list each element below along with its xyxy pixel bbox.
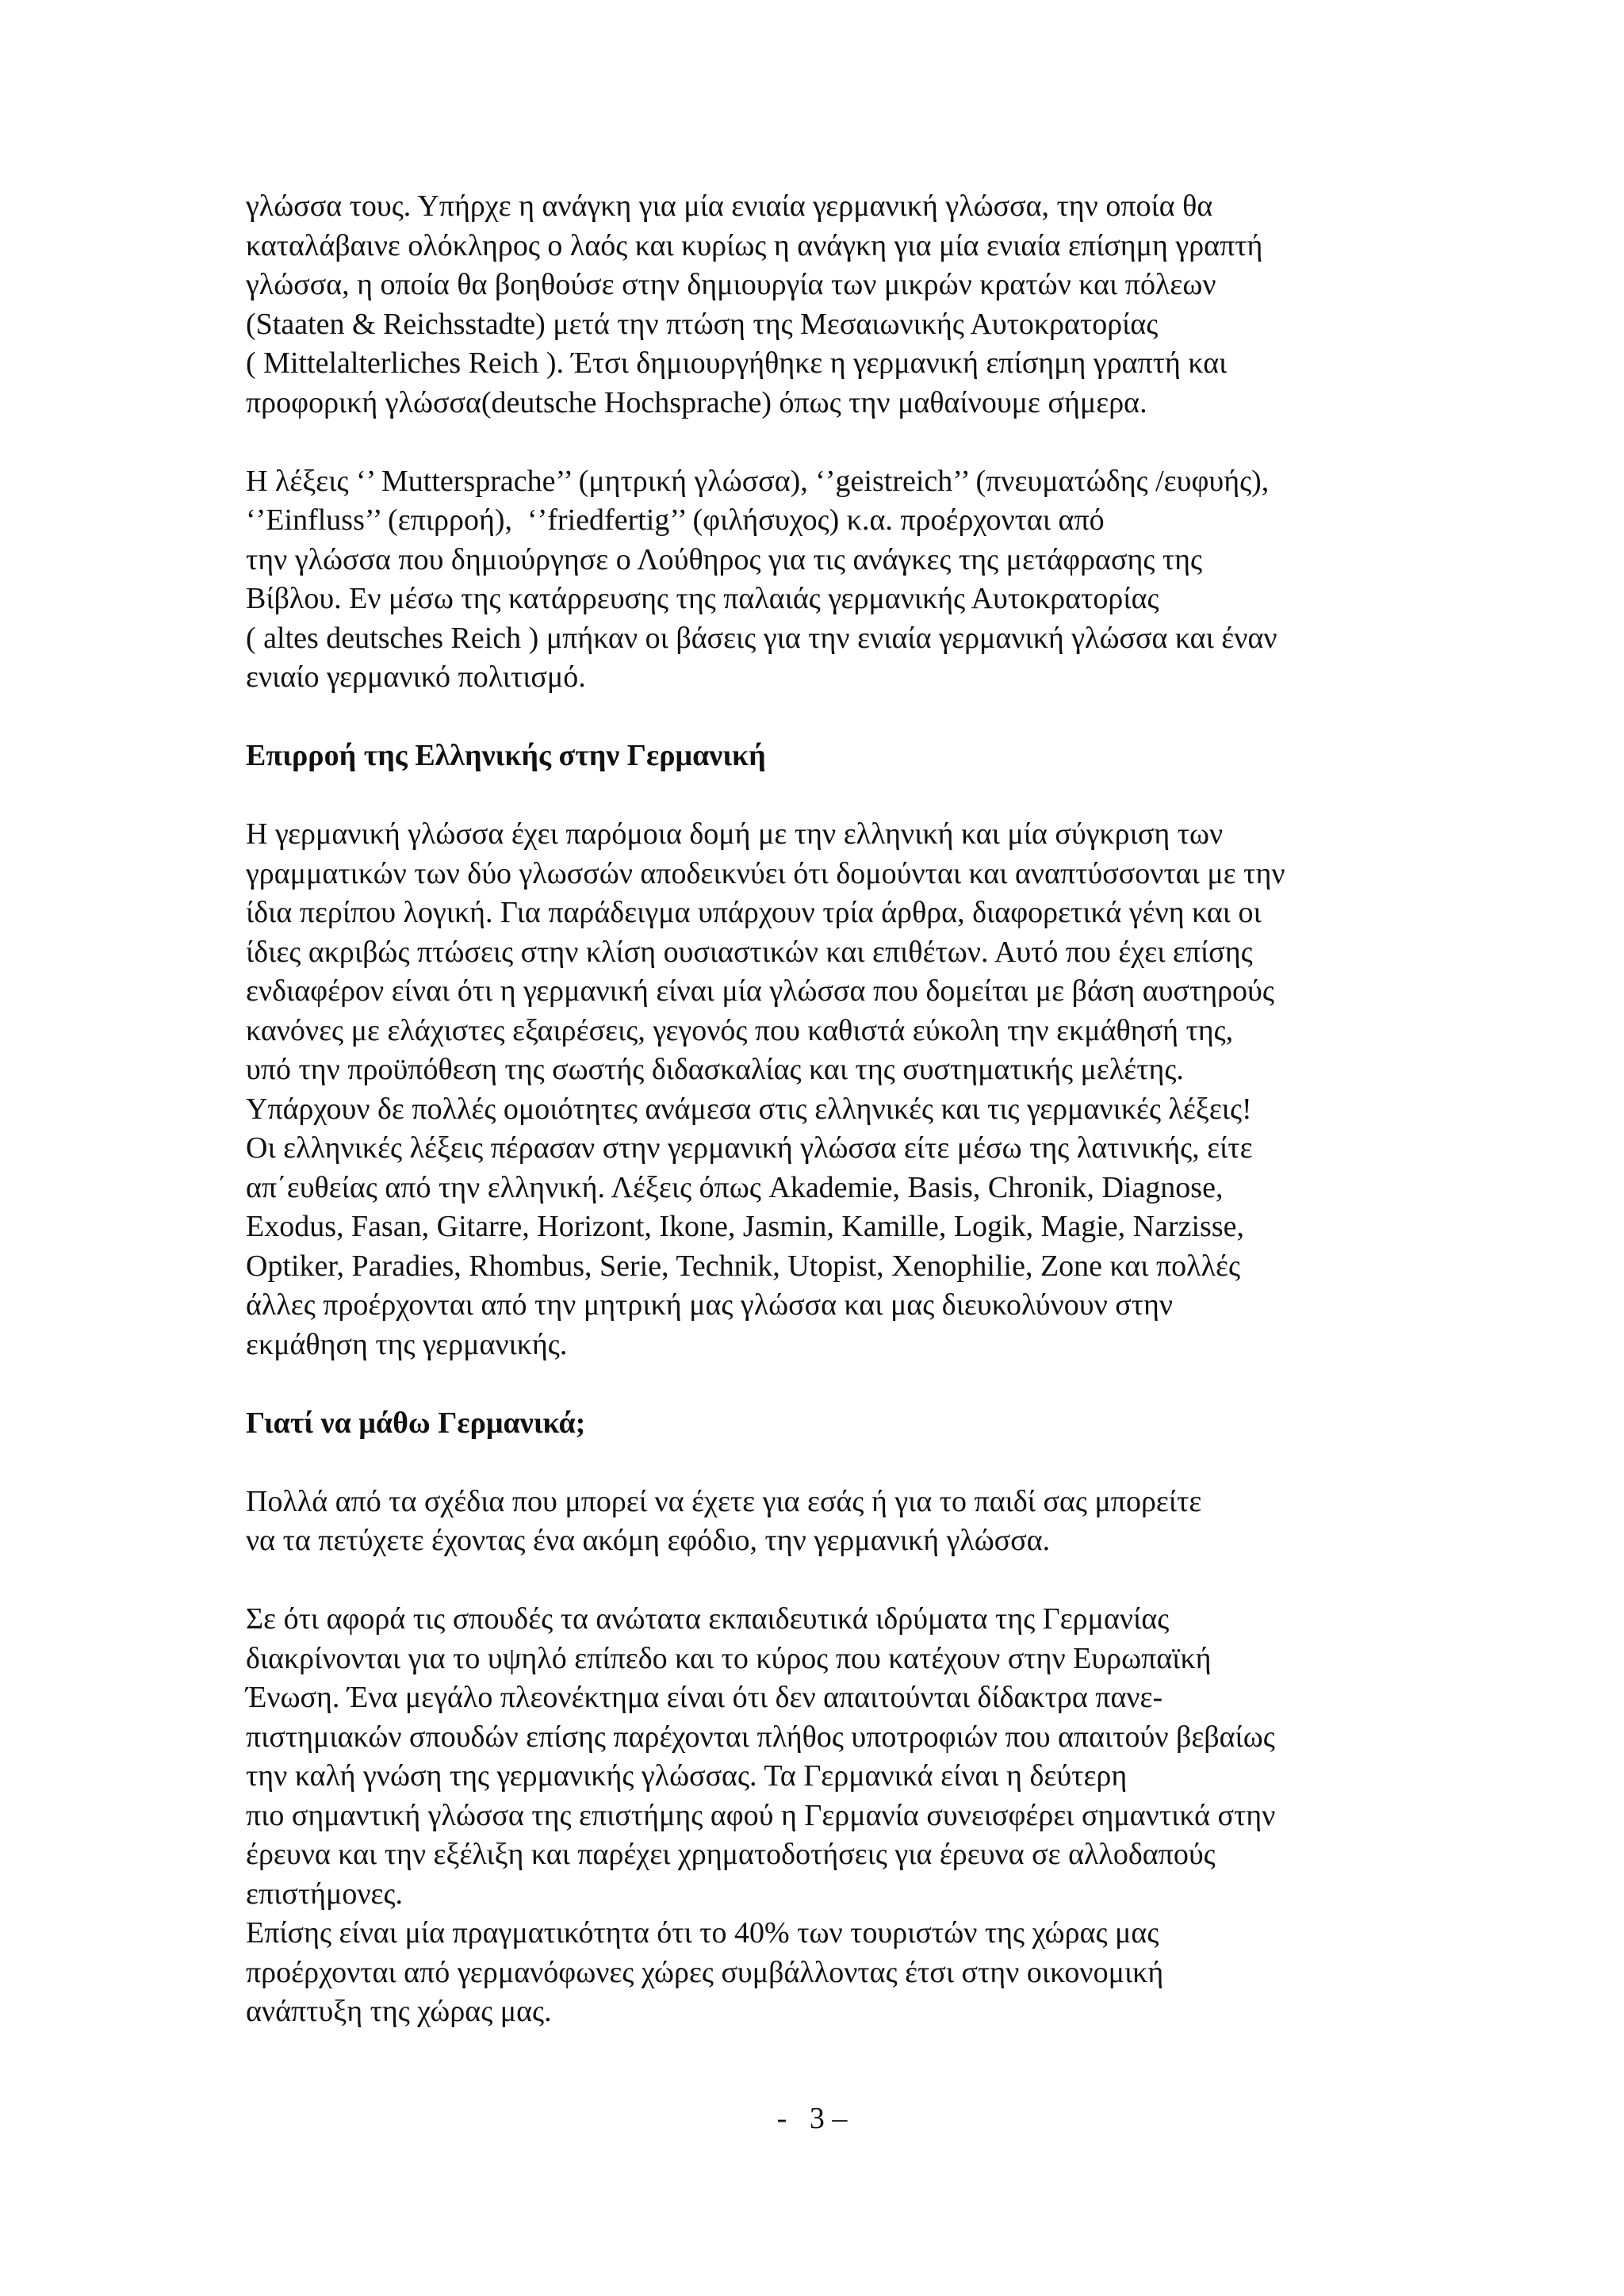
text-line: άλλες προέρχονται από την μητρική μας γλώσσα και μας διευκολύνουν στην (246, 1288, 1174, 1322)
text-line: προφορική γλώσσα(deutsche Hochsprache) όπως την μαθαίνουμε σήμερα. (246, 385, 1147, 419)
text-line: την γλώσσα που δημιούργησε ο Λούθηρος για τις ανάγκες της μετάφρασης της (246, 542, 1203, 576)
paragraph-gap (246, 423, 1427, 462)
heading-text: Επιρροή της Ελληνικής στην Γερμανική (246, 739, 766, 772)
text-line: γλώσσα, η οποία θα βοηθούσε στην δημιουργία των μικρών κρατών και πόλεων (246, 268, 1216, 301)
text-line: διακρίνονται για το υψηλό επίπεδο και το κύρος που κατέχουν στην Ευρωπαϊκή (246, 1641, 1212, 1675)
paragraph-intro-continuation (246, 187, 1427, 423)
paragraph-luther-words (246, 462, 1427, 698)
text-line: απ΄ευθείας από την ελληνική. Λέξεις όπως Akademie, Basis, Chronik, Diagnose, (246, 1170, 1224, 1204)
text-line: πιστημιακών σπουδών επίσης παρέχονται πλήθος υποτροφιών που απαιτούν βεβαίως (246, 1720, 1275, 1754)
text-line: επιστήμονες. (246, 1877, 404, 1911)
paragraph-gap (246, 1364, 1427, 1404)
text-line: Η γερμανική γλώσσα έχει παρόμοια δομή με την ελληνική και μία σύγκριση των (246, 817, 1224, 851)
text-line: καταλάβαινε ολόκληρος ο λαός και κυρίως η ανάγκη για μία ενιαία επίσημη γραπτή (246, 228, 1263, 262)
text-line: πιο σημαντική γλώσσα της επιστήμης αφού η Γερμανία συνεισφέρει σημαντικά στην (246, 1798, 1276, 1832)
paragraph-plans (246, 1483, 1427, 1561)
text-line: Exodus, Fasan, Gitarre, Horizont, Ikone, Jasmin, Kamille, Logik, Magie, Narzisse, (246, 1210, 1244, 1243)
section-heading-why-learn-german (246, 1404, 1427, 1444)
paragraph-studies-tourism (246, 1600, 1427, 2032)
text-line: Πολλά από τα σχέδια που μπορεί να έχετε για εσάς ή για το παιδί σας μπορείτε (246, 1484, 1202, 1518)
text-line: Οι ελληνικές λέξεις πέρασαν στην γερμανική γλώσσα είτε μέσω της λατινικής, είτε (246, 1131, 1253, 1165)
text-line: Optiker, Paradies, Rhombus, Serie, Technik, Utopist, Xenophilie, Zone και πολλές (246, 1249, 1241, 1283)
text-line: ανάπτυξη της χώρας μας. (246, 1995, 552, 2028)
text-line: Υπάρχουν δε πολλές ομοιότητες ανάμεσα στις ελληνικές και τις γερμανικές λέξεις! (246, 1092, 1252, 1126)
text-line: Σε ότι αφορά τις σπουδές τα ανώτατα εκπαιδευτικά ιδρύματα της Γερμανίας (246, 1602, 1170, 1636)
text-line: να τα πετύχετε έχοντας ένα ακόμη εφόδιο, την γερμανική γλώσσα. (246, 1524, 1051, 1557)
text-line: ( Mittelalterliches Reich ). Έτσι δημιουργήθηκε η γερμανική επίσημη γραπτή και (246, 346, 1228, 380)
text-line: γραμματικών των δύο γλωσσών αποδεικνύει ότι δομούνται και αναπτύσσονται με την (246, 856, 1285, 890)
text-line: ίδια περίπου λογική. Για παράδειγμα υπάρχουν τρία άρθρα, διαφορετικά γένη και οι (246, 896, 1262, 929)
paragraph-gap (246, 776, 1427, 816)
paragraph-greek-german-similarity (246, 815, 1427, 1364)
text-line: ( altes deutsches Reich ) μπήκαν οι βάσεις για την ενιαία γερμανική γλώσσα και έναν (246, 621, 1277, 655)
paragraph-gap (246, 698, 1427, 737)
page-number: - 3 – (776, 2102, 848, 2135)
heading-text: Γιατί να μάθω Γερμανικά; (246, 1406, 586, 1440)
text-line: ενιαίο γερμανικό πολιτισμό. (246, 660, 586, 694)
text-line: προέρχονται από γερμανόφωνες χώρες συμβάλλοντας έτσι στην οικονομική (246, 1955, 1164, 1989)
text-line: ‘’Einfluss’’ (επιρροή), ‘’friedfertig’’ (φιλήσυχος) κ.α. προέρχονται από (246, 503, 1105, 537)
document-body (246, 187, 1427, 2032)
text-line: υπό την προϋπόθεση της σωστής διδασκαλίας και της συστηματικής μελέτης. (246, 1053, 1184, 1086)
text-line: εκμάθηση της γερμανικής. (246, 1327, 568, 1361)
section-heading-greek-influence (246, 737, 1427, 776)
text-line: Ένωση. Ένα μεγάλο πλεονέκτημα είναι ότι δεν απαιτούνται δίδακτρα πανε- (246, 1681, 1163, 1714)
paragraph-gap (246, 1561, 1427, 1601)
text-line: έρευνα και την εξέλιξη και παρέχει χρηματοδοτήσεις για έρευνα σε αλλοδαπούς (246, 1838, 1216, 1871)
paragraph-gap (246, 1443, 1427, 1483)
text-line: κανόνες με ελάχιστες εξαιρέσεις, γεγονός που καθιστά εύκολη την εκμάθησή της, (246, 1013, 1234, 1047)
text-line: Επίσης είναι μία πραγματικότητα ότι το 40% των τουριστών της χώρας μας (246, 1916, 1159, 1950)
text-line: την καλή γνώση της γερμανικής γλώσσας. Τα Γερμανικά είναι η δεύτερη (246, 1759, 1128, 1793)
text-line: γλώσσα τους. Υπήρχε η ανάγκη για μία ενιαία γερμανική γλώσσα, την οποία θα (246, 189, 1213, 223)
text-line: Βίβλου. Εν μέσω της κατάρρευσης της παλαιάς γερμανικής Αυτοκρατορίας (246, 582, 1159, 615)
text-line: (Staaten & Reichsstadte) μετά την πτώση της Μεσαιωνικής Αυτοκρατορίας (246, 307, 1159, 341)
text-line: Η λέξεις ‘’ Muttersprache’’ (μητρική γλώσσα), ‘’geistreich’’ (πνευματώδης /ευφυής), (246, 464, 1270, 498)
text-line: ίδιες ακριβώς πτώσεις στην κλίση ουσιαστικών και επιθέτων. Αυτό που έχει επίσης (246, 935, 1253, 969)
text-line: ενδιαφέρον είναι ότι η γερμανική είναι μία γλώσσα που δομείται με βάση αυστηρούς (246, 974, 1274, 1008)
